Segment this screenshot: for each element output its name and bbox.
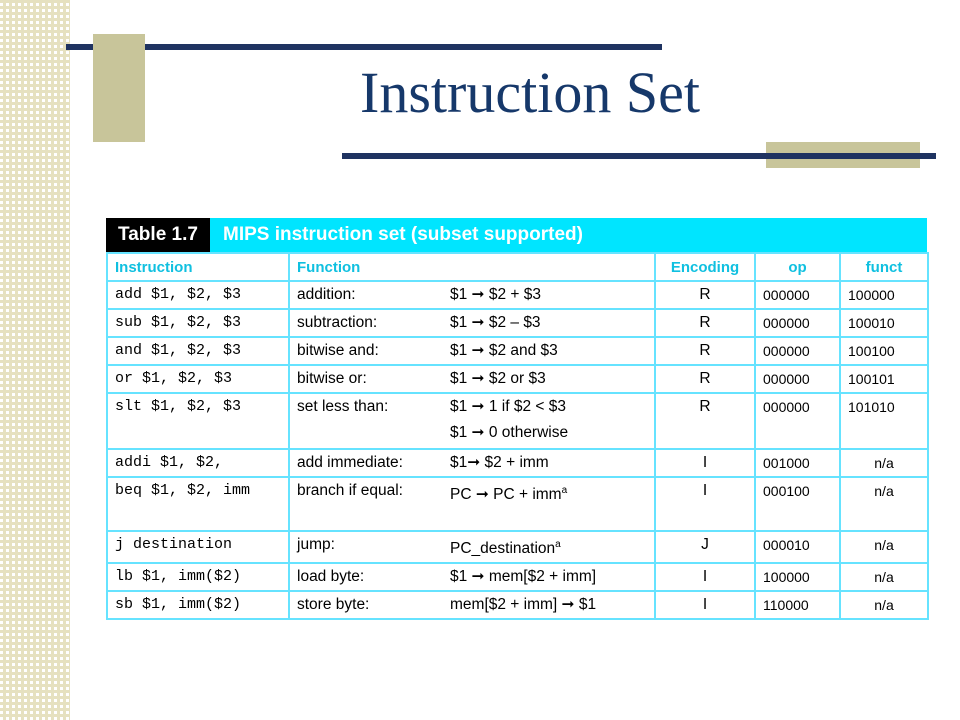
instruction-cell: addi $1, $2,: [107, 449, 289, 477]
bottom-accent-line: [342, 153, 936, 159]
encoding-cell: I: [655, 477, 755, 531]
funct-cell: 100100: [840, 337, 928, 365]
function-expr: $1 ➞ mem[$2 + imm]: [450, 568, 597, 586]
table-row: [107, 281, 928, 309]
instruction-grid: [106, 252, 929, 620]
function-expr-group: [450, 532, 647, 562]
op-cell: 000000: [755, 337, 840, 365]
function-name: bitwise or:: [297, 370, 367, 387]
instruction-cell: and $1, $2, $3: [107, 337, 289, 365]
table-row: [107, 563, 928, 591]
function-name: bitwise and:: [297, 342, 379, 359]
function-expr: $1 ➞ $2 + $3: [450, 286, 541, 303]
function-expr: $1 ➞ $2 – $3: [450, 314, 541, 331]
function-name: set less than:: [297, 398, 389, 415]
funct-cell: n/a: [840, 449, 928, 477]
function-expr: PC ➞ PC + imm: [450, 486, 562, 504]
function-name: add immediate:: [297, 454, 403, 471]
function-expr-group: [450, 394, 647, 446]
encoding-cell: R: [655, 281, 755, 309]
slide-title: Instruction Set: [360, 60, 700, 125]
instruction-table: [106, 218, 927, 623]
header-encoding: Encoding: [655, 253, 755, 281]
instruction-cell: sub $1, $2, $3: [107, 309, 289, 337]
function-expr: $1 ➞ $2 and $3: [450, 342, 558, 359]
function-cell: [289, 393, 655, 449]
funct-cell: 100000: [840, 281, 928, 309]
funct-cell: 100101: [840, 365, 928, 393]
function-cell: [289, 531, 655, 563]
function-expr: $1➞ $2 + imm: [450, 454, 549, 471]
encoding-cell: R: [655, 393, 755, 449]
table-row: [107, 309, 928, 337]
function-expr: $1 ➞ 1 if $2 < $3: [450, 398, 566, 415]
table-header-row: [107, 253, 928, 281]
encoding-cell: I: [655, 591, 755, 619]
table-label: Table 1.7: [106, 218, 210, 252]
top-accent-line: [66, 44, 662, 50]
table-row: [107, 365, 928, 393]
funct-cell: n/a: [840, 531, 928, 563]
funct-cell: n/a: [840, 477, 928, 531]
function-name: jump:: [297, 536, 335, 553]
header-function: Function: [289, 253, 655, 281]
function-expr: mem[$2 + imm] ➞ $1: [450, 596, 597, 614]
instruction-cell: lb $1, imm($2): [107, 563, 289, 591]
function-cell: [289, 563, 655, 591]
function-name: subtraction:: [297, 314, 378, 331]
table-row: [107, 477, 928, 531]
function-expr: PC_destination: [450, 540, 556, 558]
funct-cell: n/a: [840, 563, 928, 591]
table-row: [107, 591, 928, 619]
op-cell: 100000: [755, 563, 840, 591]
funct-cell: 100010: [840, 309, 928, 337]
table-row: [107, 393, 928, 449]
function-cell: [289, 309, 655, 337]
encoding-cell: R: [655, 365, 755, 393]
op-cell: 001000: [755, 449, 840, 477]
top-accent-square: [93, 34, 145, 142]
function-expr: $1 ➞ $2 or $3: [450, 370, 546, 387]
table-row: [107, 449, 928, 477]
footnote-marker: a: [561, 485, 568, 496]
function-expr-line2: $1 ➞ 0 otherwise: [450, 424, 569, 441]
function-name: addition:: [297, 286, 356, 303]
encoding-cell: I: [655, 563, 755, 591]
instruction-cell: slt $1, $2, $3: [107, 393, 289, 449]
table-caption-bar: [106, 218, 927, 252]
function-cell: [289, 365, 655, 393]
op-cell: 000000: [755, 309, 840, 337]
header-funct: funct: [840, 253, 928, 281]
encoding-cell: J: [655, 531, 755, 563]
funct-cell: n/a: [840, 591, 928, 619]
left-pattern-stripe: [0, 0, 70, 720]
function-name: load byte:: [297, 568, 365, 586]
function-cell: [289, 337, 655, 365]
instruction-cell: add $1, $2, $3: [107, 281, 289, 309]
funct-cell: 101010: [840, 393, 928, 449]
function-name: store byte:: [297, 596, 370, 614]
encoding-cell: I: [655, 449, 755, 477]
op-cell: 110000: [755, 591, 840, 619]
instruction-cell: or $1, $2, $3: [107, 365, 289, 393]
instruction-cell: j destination: [107, 531, 289, 563]
header-op: op: [755, 253, 840, 281]
function-cell: [289, 449, 655, 477]
op-cell: 000010: [755, 531, 840, 563]
function-name: branch if equal:: [297, 482, 403, 499]
op-cell: 000000: [755, 393, 840, 449]
encoding-cell: R: [655, 337, 755, 365]
footnote-marker: a: [555, 539, 561, 550]
op-cell: 000000: [755, 281, 840, 309]
op-cell: 000100: [755, 477, 840, 531]
header-instruction: Instruction: [107, 253, 289, 281]
function-expr-group: [450, 478, 647, 508]
instruction-cell: beq $1, $2, imm: [107, 477, 289, 531]
instruction-cell: sb $1, imm($2): [107, 591, 289, 619]
table-row: [107, 337, 928, 365]
function-cell: [289, 281, 655, 309]
op-cell: 000000: [755, 365, 840, 393]
function-cell: [289, 477, 655, 531]
table-row: [107, 531, 928, 563]
encoding-cell: R: [655, 309, 755, 337]
table-caption: MIPS instruction set (subset supported): [223, 224, 583, 245]
function-cell: [289, 591, 655, 619]
